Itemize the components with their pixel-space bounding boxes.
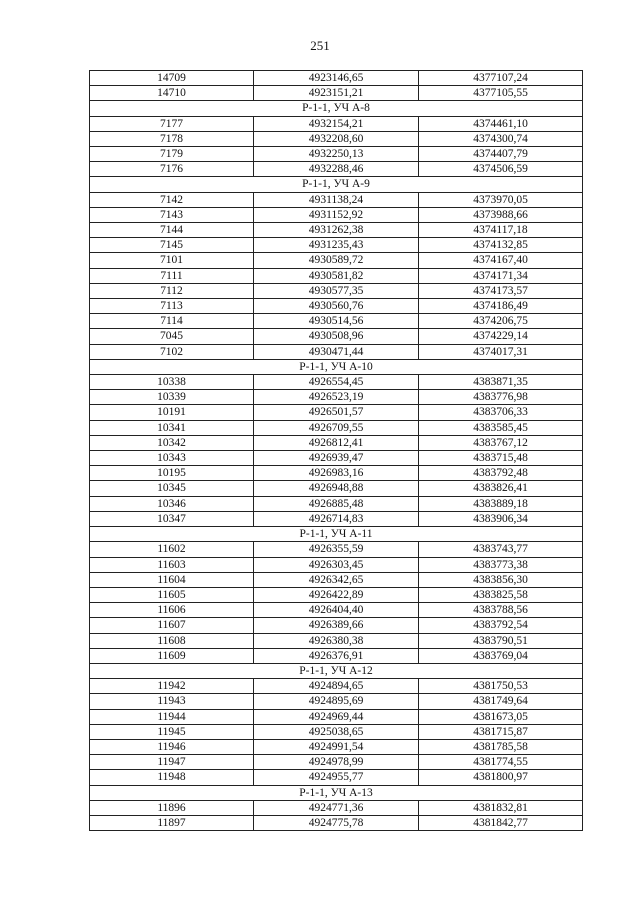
y-coordinate-cell: 4377105,55: [419, 86, 583, 101]
point-id-cell: 7101: [90, 253, 254, 268]
point-id-cell: 11603: [90, 557, 254, 572]
y-coordinate-cell: 4383776,98: [419, 390, 583, 405]
table-row: [90, 481, 583, 496]
x-coordinate-cell: 4926422,89: [254, 587, 419, 602]
point-id-cell: 11604: [90, 572, 254, 587]
x-coordinate-cell: 4926714,83: [254, 511, 419, 526]
y-coordinate-cell: 4374017,31: [419, 344, 583, 359]
table-row: [90, 71, 583, 86]
section-label: Р-1-1, УЧ А-11: [90, 527, 583, 542]
section-label: Р-1-1, УЧ А-12: [90, 663, 583, 678]
x-coordinate-cell: 4926389,66: [254, 618, 419, 633]
x-coordinate-cell: 4924775,78: [254, 815, 419, 830]
x-coordinate-cell: 4926709,55: [254, 420, 419, 435]
y-coordinate-cell: 4383790,51: [419, 633, 583, 648]
x-coordinate-cell: 4926812,41: [254, 435, 419, 450]
point-id-cell: 11602: [90, 542, 254, 557]
y-coordinate-cell: 4381749,64: [419, 694, 583, 709]
x-coordinate-cell: 4926523,19: [254, 390, 419, 405]
x-coordinate-cell: 4925038,65: [254, 724, 419, 739]
x-coordinate-cell: 4931152,92: [254, 207, 419, 222]
x-coordinate-cell: 4924991,54: [254, 739, 419, 754]
point-id-cell: 11943: [90, 694, 254, 709]
point-id-cell: 7111: [90, 268, 254, 283]
point-id-cell: 7176: [90, 162, 254, 177]
table-row: [90, 451, 583, 466]
x-coordinate-cell: 4931138,24: [254, 192, 419, 207]
y-coordinate-cell: 4383706,33: [419, 405, 583, 420]
table-row: [90, 572, 583, 587]
x-coordinate-cell: 4924969,44: [254, 709, 419, 724]
y-coordinate-cell: 4374300,74: [419, 131, 583, 146]
point-id-cell: 14709: [90, 71, 254, 86]
point-id-cell: 11605: [90, 587, 254, 602]
table-row: [90, 283, 583, 298]
table-row: [90, 268, 583, 283]
y-coordinate-cell: 4374461,10: [419, 116, 583, 131]
x-coordinate-cell: 4926380,38: [254, 633, 419, 648]
y-coordinate-cell: 4381785,58: [419, 739, 583, 754]
y-coordinate-cell: 4383792,48: [419, 466, 583, 481]
table-row: [90, 131, 583, 146]
table-row: [90, 238, 583, 253]
y-coordinate-cell: 4381750,53: [419, 679, 583, 694]
x-coordinate-cell: 4924895,69: [254, 694, 419, 709]
table-row: [90, 207, 583, 222]
point-id-cell: 7113: [90, 299, 254, 314]
y-coordinate-cell: 4383825,58: [419, 587, 583, 602]
table-row: [90, 694, 583, 709]
table-row: [90, 329, 583, 344]
table-row: [90, 435, 583, 450]
point-id-cell: 11607: [90, 618, 254, 633]
y-coordinate-cell: 4373988,66: [419, 207, 583, 222]
point-id-cell: 10347: [90, 511, 254, 526]
point-id-cell: 7178: [90, 131, 254, 146]
point-id-cell: 10343: [90, 451, 254, 466]
table-row: [90, 390, 583, 405]
table-row: [90, 755, 583, 770]
table-row: [90, 192, 583, 207]
point-id-cell: 10339: [90, 390, 254, 405]
section-label: Р-1-1, УЧ А-8: [90, 101, 583, 116]
table-row: [90, 724, 583, 739]
x-coordinate-cell: 4932154,21: [254, 116, 419, 131]
section-header-row: [90, 663, 583, 678]
y-coordinate-cell: 4374167,40: [419, 253, 583, 268]
y-coordinate-cell: 4373970,05: [419, 192, 583, 207]
x-coordinate-cell: 4926948,88: [254, 481, 419, 496]
x-coordinate-cell: 4926501,57: [254, 405, 419, 420]
y-coordinate-cell: 4383743,77: [419, 542, 583, 557]
y-coordinate-cell: 4381774,55: [419, 755, 583, 770]
table-row: [90, 253, 583, 268]
x-coordinate-cell: 4926554,45: [254, 375, 419, 390]
point-id-cell: 10191: [90, 405, 254, 420]
x-coordinate-cell: 4926342,65: [254, 572, 419, 587]
y-coordinate-cell: 4383856,30: [419, 572, 583, 587]
table-row: [90, 618, 583, 633]
y-coordinate-cell: 4383767,12: [419, 435, 583, 450]
point-id-cell: 14710: [90, 86, 254, 101]
x-coordinate-cell: 4930514,56: [254, 314, 419, 329]
table-row: [90, 314, 583, 329]
point-id-cell: 7145: [90, 238, 254, 253]
y-coordinate-cell: 4377107,24: [419, 71, 583, 86]
point-id-cell: 7112: [90, 283, 254, 298]
y-coordinate-cell: 4383792,54: [419, 618, 583, 633]
x-coordinate-cell: 4931262,38: [254, 223, 419, 238]
x-coordinate-cell: 4926355,59: [254, 542, 419, 557]
point-id-cell: 11946: [90, 739, 254, 754]
point-id-cell: 11942: [90, 679, 254, 694]
table-row: [90, 147, 583, 162]
table-row: [90, 466, 583, 481]
x-coordinate-cell: 4930508,96: [254, 329, 419, 344]
point-id-cell: 7114: [90, 314, 254, 329]
y-coordinate-cell: 4374173,57: [419, 283, 583, 298]
table-row: [90, 375, 583, 390]
table-row: [90, 420, 583, 435]
point-id-cell: 11945: [90, 724, 254, 739]
x-coordinate-cell: 4930581,82: [254, 268, 419, 283]
table-row: [90, 709, 583, 724]
x-coordinate-cell: 4923151,21: [254, 86, 419, 101]
x-coordinate-cell: 4926404,40: [254, 603, 419, 618]
y-coordinate-cell: 4374229,14: [419, 329, 583, 344]
table-row: [90, 800, 583, 815]
y-coordinate-cell: 4381800,97: [419, 770, 583, 785]
x-coordinate-cell: 4926303,45: [254, 557, 419, 572]
x-coordinate-cell: 4924771,36: [254, 800, 419, 815]
table-row: [90, 770, 583, 785]
y-coordinate-cell: 4383769,04: [419, 648, 583, 663]
table-row: [90, 86, 583, 101]
y-coordinate-cell: 4374117,18: [419, 223, 583, 238]
point-id-cell: 11947: [90, 755, 254, 770]
x-coordinate-cell: 4926376,91: [254, 648, 419, 663]
point-id-cell: 10195: [90, 466, 254, 481]
section-header-row: [90, 527, 583, 542]
point-id-cell: 7102: [90, 344, 254, 359]
page-number: 251: [310, 38, 330, 53]
point-id-cell: 11608: [90, 633, 254, 648]
x-coordinate-cell: 4930471,44: [254, 344, 419, 359]
table-row: [90, 344, 583, 359]
y-coordinate-cell: 4374186,49: [419, 299, 583, 314]
table-row: [90, 116, 583, 131]
x-coordinate-cell: 4924894,65: [254, 679, 419, 694]
table-row: [90, 511, 583, 526]
y-coordinate-cell: 4383715,48: [419, 451, 583, 466]
point-id-cell: 10346: [90, 496, 254, 511]
y-coordinate-cell: 4381673,05: [419, 709, 583, 724]
y-coordinate-cell: 4374206,75: [419, 314, 583, 329]
point-id-cell: 10338: [90, 375, 254, 390]
table-row: [90, 299, 583, 314]
table-row: [90, 557, 583, 572]
y-coordinate-cell: 4381832,81: [419, 800, 583, 815]
x-coordinate-cell: 4924955,77: [254, 770, 419, 785]
table-row: [90, 223, 583, 238]
section-header-row: [90, 359, 583, 374]
table-row: [90, 542, 583, 557]
x-coordinate-cell: 4926983,16: [254, 466, 419, 481]
y-coordinate-cell: 4374132,85: [419, 238, 583, 253]
point-id-cell: 11606: [90, 603, 254, 618]
table-row: [90, 815, 583, 830]
y-coordinate-cell: 4374171,34: [419, 268, 583, 283]
table-row: [90, 603, 583, 618]
point-id-cell: 7144: [90, 223, 254, 238]
y-coordinate-cell: 4381842,77: [419, 815, 583, 830]
section-header-row: [90, 177, 583, 192]
x-coordinate-cell: 4926939,47: [254, 451, 419, 466]
point-id-cell: 11609: [90, 648, 254, 663]
section-label: Р-1-1, УЧ А-9: [90, 177, 583, 192]
table-row: [90, 739, 583, 754]
x-coordinate-cell: 4931235,43: [254, 238, 419, 253]
y-coordinate-cell: 4383871,35: [419, 375, 583, 390]
point-id-cell: 11948: [90, 770, 254, 785]
point-id-cell: 10345: [90, 481, 254, 496]
x-coordinate-cell: 4930560,76: [254, 299, 419, 314]
point-id-cell: 10342: [90, 435, 254, 450]
y-coordinate-cell: 4383773,38: [419, 557, 583, 572]
y-coordinate-cell: 4374506,59: [419, 162, 583, 177]
y-coordinate-cell: 4383906,34: [419, 511, 583, 526]
table-row: [90, 679, 583, 694]
x-coordinate-cell: 4926885,48: [254, 496, 419, 511]
y-coordinate-cell: 4383788,56: [419, 603, 583, 618]
table-row: [90, 587, 583, 602]
section-header-row: [90, 101, 583, 116]
coordinates-table-body: [90, 71, 583, 831]
point-id-cell: 7143: [90, 207, 254, 222]
y-coordinate-cell: 4383585,45: [419, 420, 583, 435]
section-label: Р-1-1, УЧ А-10: [90, 359, 583, 374]
section-label: Р-1-1, УЧ А-13: [90, 785, 583, 800]
x-coordinate-cell: 4932250,13: [254, 147, 419, 162]
table-row: [90, 162, 583, 177]
x-coordinate-cell: 4932288,46: [254, 162, 419, 177]
table-row: [90, 633, 583, 648]
y-coordinate-cell: 4374407,79: [419, 147, 583, 162]
table-row: [90, 405, 583, 420]
y-coordinate-cell: 4381715,87: [419, 724, 583, 739]
point-id-cell: 11944: [90, 709, 254, 724]
y-coordinate-cell: 4383826,41: [419, 481, 583, 496]
x-coordinate-cell: 4930577,35: [254, 283, 419, 298]
section-header-row: [90, 785, 583, 800]
point-id-cell: 11896: [90, 800, 254, 815]
point-id-cell: 10341: [90, 420, 254, 435]
table-row: [90, 496, 583, 511]
x-coordinate-cell: 4923146,65: [254, 71, 419, 86]
y-coordinate-cell: 4383889,18: [419, 496, 583, 511]
x-coordinate-cell: 4932208,60: [254, 131, 419, 146]
x-coordinate-cell: 4924978,99: [254, 755, 419, 770]
coordinates-table: [89, 70, 583, 831]
table-row: [90, 648, 583, 663]
point-id-cell: 11897: [90, 815, 254, 830]
point-id-cell: 7177: [90, 116, 254, 131]
point-id-cell: 7179: [90, 147, 254, 162]
point-id-cell: 7045: [90, 329, 254, 344]
point-id-cell: 7142: [90, 192, 254, 207]
x-coordinate-cell: 4930589,72: [254, 253, 419, 268]
